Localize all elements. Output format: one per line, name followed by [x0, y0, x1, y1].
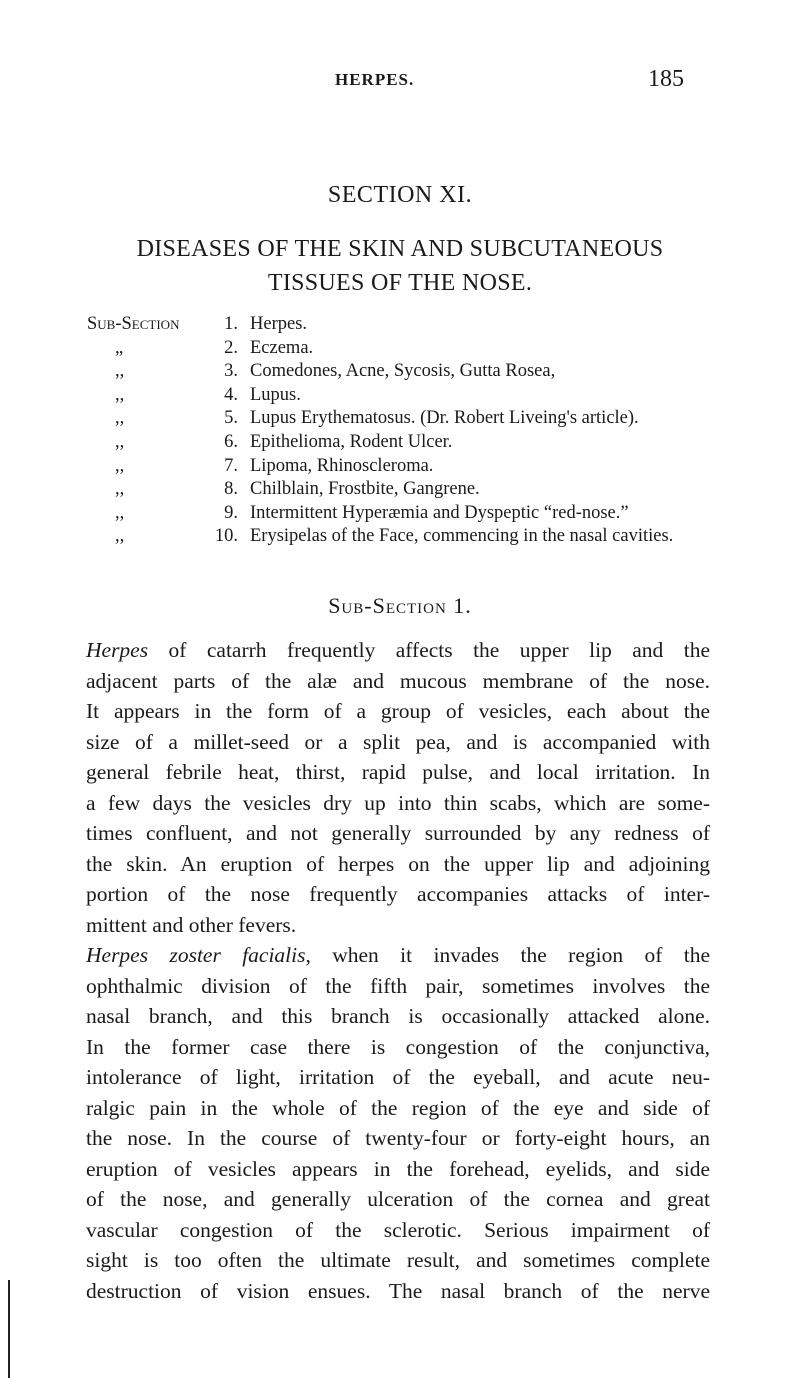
- text-span: , when it invades the region of the: [305, 943, 710, 967]
- chapter-heading: [0, 232, 800, 300]
- text-span: of catarrh frequently affects the upper lip and the: [148, 638, 710, 662]
- section-title: SECTION XI.: [327, 182, 473, 208]
- text-line: size of a millet-seed or a split pea, and is accompanied with: [86, 729, 710, 754]
- toc-number: 10.: [214, 526, 238, 547]
- toc-row: [87, 384, 787, 408]
- toc-title: Lupus.: [250, 384, 301, 405]
- toc-ditto-mark: ,,: [115, 384, 125, 405]
- text-line: destruction of vision ensues. The nasal branch of the nerve: [86, 1278, 710, 1303]
- toc-ditto-mark: „: [115, 337, 124, 358]
- text-line: ralgic pain in the whole of the region of the eye and side of: [86, 1095, 710, 1120]
- toc-ditto-mark: ,,: [115, 502, 125, 523]
- toc-title: Lipoma, Rhinoscleroma.: [250, 455, 434, 476]
- text-line: vascular congestion of the sclerotic. Serious impairment of: [86, 1217, 710, 1242]
- toc-row: [87, 431, 787, 455]
- sub-section-heading: Sub-Section 1.: [328, 593, 472, 618]
- toc-row: [87, 502, 787, 526]
- toc-ditto-mark: ,,: [115, 526, 125, 547]
- sub-section-list: [87, 313, 787, 549]
- text-line: of the nose, and generally ulceration of the cornea and great: [86, 1187, 710, 1211]
- toc-number: 6.: [224, 431, 238, 452]
- toc-title: Intermittent Hyperæmia and Dyspeptic “red-nose.”: [250, 502, 629, 523]
- toc-title: Herpes.: [250, 314, 308, 334]
- running-head: HERPES.: [335, 70, 415, 89]
- toc-ditto-mark: ,,: [115, 361, 125, 382]
- toc-title: Epithelioma, Rodent Ulcer.: [250, 431, 453, 452]
- toc-number: 3.: [224, 361, 238, 382]
- toc-row: [87, 455, 787, 479]
- toc-number: 5.: [224, 408, 238, 429]
- toc-number: 4.: [224, 384, 238, 405]
- italic-term: Herpes zoster facialis: [86, 943, 306, 967]
- toc-title: Lupus Erythematosus. (Dr. Robert Liveing's article).: [250, 408, 639, 429]
- text-line: adjacent parts of the alæ and mucous membrane of the nose.: [86, 668, 710, 693]
- text-line: In the former case there is congestion of the conjunctiva,: [86, 1034, 710, 1059]
- text-line: [86, 635, 710, 666]
- toc-title: Chilblain, Frostbite, Gangrene.: [250, 479, 480, 500]
- scan-margin-mark: [8, 1280, 10, 1378]
- toc-row: [87, 525, 787, 549]
- italic-term: Herpes: [86, 638, 149, 662]
- text-line: eruption of vesicles appears in the forehead, eyelids, and side: [86, 1156, 710, 1181]
- text-line: times confluent, and not generally surrounded by any redness of: [86, 821, 710, 845]
- chapter-heading-line-1: DISEASES OF THE SKIN AND SUBCUTANEOUS: [136, 236, 664, 262]
- text-line: mittent and other fevers.: [86, 912, 297, 937]
- toc-number: 7.: [224, 455, 238, 476]
- chapter-heading-line-2: TISSUES OF THE NOSE.: [267, 270, 533, 296]
- toc-title: Comedones, Acne, Sycosis, Gutta Rosea,: [250, 361, 556, 382]
- toc-row: [87, 407, 787, 431]
- toc-row: [87, 478, 787, 502]
- toc-number: 8.: [224, 479, 238, 500]
- text-line: intolerance of light, irritation of the eyeball, and acute neu-: [86, 1065, 710, 1089]
- toc-row: [87, 337, 787, 361]
- text-line: a few days the vesicles dry up into thin scabs, which are some-: [86, 790, 710, 815]
- toc-number: 2.: [224, 337, 238, 358]
- body-text: [86, 635, 710, 1306]
- toc-ditto-mark: ,,: [115, 408, 125, 429]
- text-line: the nose. In the course of twenty-four or forty-eight hours, an: [86, 1126, 710, 1150]
- toc-ditto-mark: ,,: [115, 455, 125, 476]
- text-line: sight is too often the ultimate result, and sometimes complete: [86, 1248, 710, 1272]
- toc-ditto-mark: ,,: [115, 479, 125, 500]
- toc-number: 9.: [224, 502, 238, 523]
- text-line: ophthalmic division of the fifth pair, sometimes involves the: [86, 973, 710, 998]
- text-line: nasal branch, and this branch is occasionally attacked alone.: [86, 1004, 710, 1028]
- text-line: portion of the nose frequently accompanies attacks of inter-: [86, 882, 710, 906]
- toc-title: Erysipelas of the Face, commencing in the nasal cavities.: [250, 526, 674, 547]
- page-number: 185: [648, 66, 684, 92]
- toc-title: Eczema.: [250, 337, 314, 358]
- toc-number: 1.: [224, 314, 238, 334]
- text-line: the skin. An eruption of herpes on the upper lip and adjoining: [86, 851, 710, 876]
- toc-row: [87, 360, 787, 384]
- text-line: It appears in the form of a group of vesicles, each about the: [86, 699, 710, 723]
- text-line: general febrile heat, thirst, rapid pulse, and local irritation. In: [86, 760, 710, 784]
- toc-prefix: Sub-Section: [87, 314, 180, 334]
- toc-ditto-mark: ,,: [115, 431, 125, 452]
- text-line: [86, 940, 710, 971]
- toc-row: [87, 313, 787, 337]
